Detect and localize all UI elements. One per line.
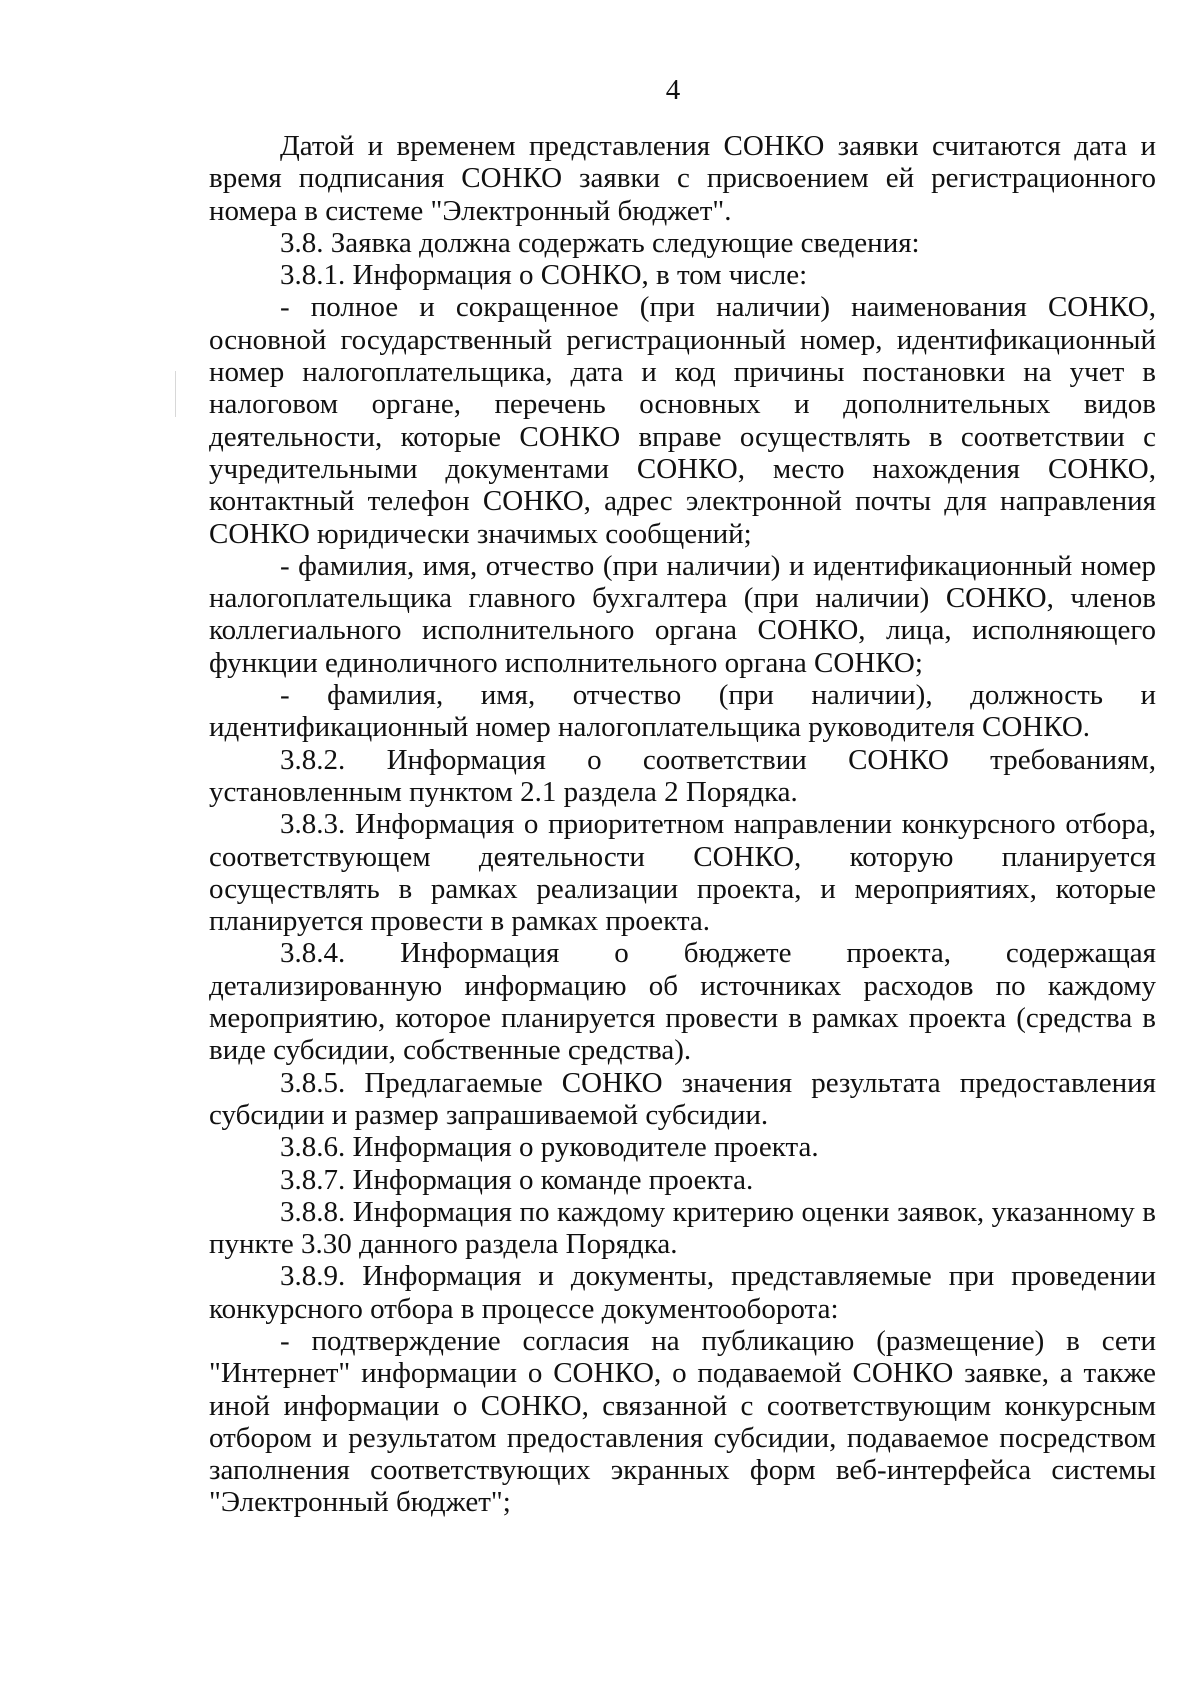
page-number: 4 [665, 74, 681, 106]
paragraph-3-8-3: 3.8.3. Информация о приоритетном направлении конкурсного отбора, соответствующем деятельности СОНКО, которую планируется осуществлять в рамках реализации проекта, и мероприятиях, которые планируется провести в рамках проекта. [209, 808, 1156, 938]
paragraph-3-8-6: 3.8.6. Информация о руководителе проекта. [280, 1131, 819, 1164]
list-item-organization-info: - полное и сокращенное (при наличии) наименования СОНКО, основной государственный регистрационный номер, идентификационный номер налогоплательщика, дата и код причины постановки на учет в налоговом органе, перечень основных и дополнительных видов деятельности, которые СОНКО вправе осуществлять в соответствии с учредительными документами СОНКО, место нахождения СОНКО, контактный телефон СОНКО, адрес электронной почты для направления СОНКО юридически значимых сообщений; [209, 291, 1156, 550]
paragraph-3-8-5: 3.8.5. Предлагаемые СОНКО значения результата предоставления субсидии и размер запрашиваемой субсидии. [209, 1066, 1156, 1131]
paragraph-3-8-9: 3.8.9. Информация и документы, представляемые при проведении конкурсного отбора в процессе документооборота: [209, 1260, 1156, 1325]
paragraph-3-8-7: 3.8.7. Информация о команде проекта. [280, 1163, 754, 1196]
paragraph-submission-date: Датой и временем представления СОНКО заявки считаются дата и время подписания СОНКО заявки с присвоением ей регистрационного номера в системе "Электронный бюджет". [209, 130, 1156, 227]
paragraph-3-8-2: 3.8.2. Информация о соответствии СОНКО требованиям, установленным пунктом 2.1 раздела 2 Порядка. [209, 743, 1156, 808]
list-item-accountant-info: - фамилия, имя, отчество (при наличии) и идентификационный номер налогоплательщика главного бухгалтера (при наличии) СОНКО, членов коллегиального исполнительного органа СОНКО, лица, исполняющего функции единоличного исполнительного органа СОНКО; [209, 549, 1156, 679]
paragraph-3-8-1: 3.8.1. Информация о СОНКО, в том числе: [280, 259, 808, 292]
list-item-publication-consent: - подтверждение согласия на публикацию (размещение) в сети "Интернет" информации о СОНКО, о подаваемой СОНКО заявке, а также иной информации о СОНКО, связанной с соответствующим конкурсным отбором и результатом предоставления субсидии, подаваемое посредством заполнения соответствующих экранных форм веб-интерфейса системы "Электронный бюджет"; [209, 1324, 1156, 1519]
margin-mark [175, 371, 176, 417]
paragraph-3-8-4: 3.8.4. Информация о бюджете проекта, содержащая детализированную информацию об источниках расходов по каждому мероприятию, которое планируется провести в рамках проекта (средства в виде субсидии, собственные средства). [209, 937, 1156, 1067]
list-item-director-info: - фамилия, имя, отчество (при наличии), должность и идентификационный номер налогоплательщика руководителя СОНКО. [209, 679, 1156, 744]
paragraph-3-8: 3.8. Заявка должна содержать следующие сведения: [280, 226, 920, 259]
paragraph-3-8-8: 3.8.8. Информация по каждому критерию оценки заявок, указанному в пункте 3.30 данного раздела Порядка. [209, 1195, 1156, 1261]
document-body [209, 130, 1156, 1519]
